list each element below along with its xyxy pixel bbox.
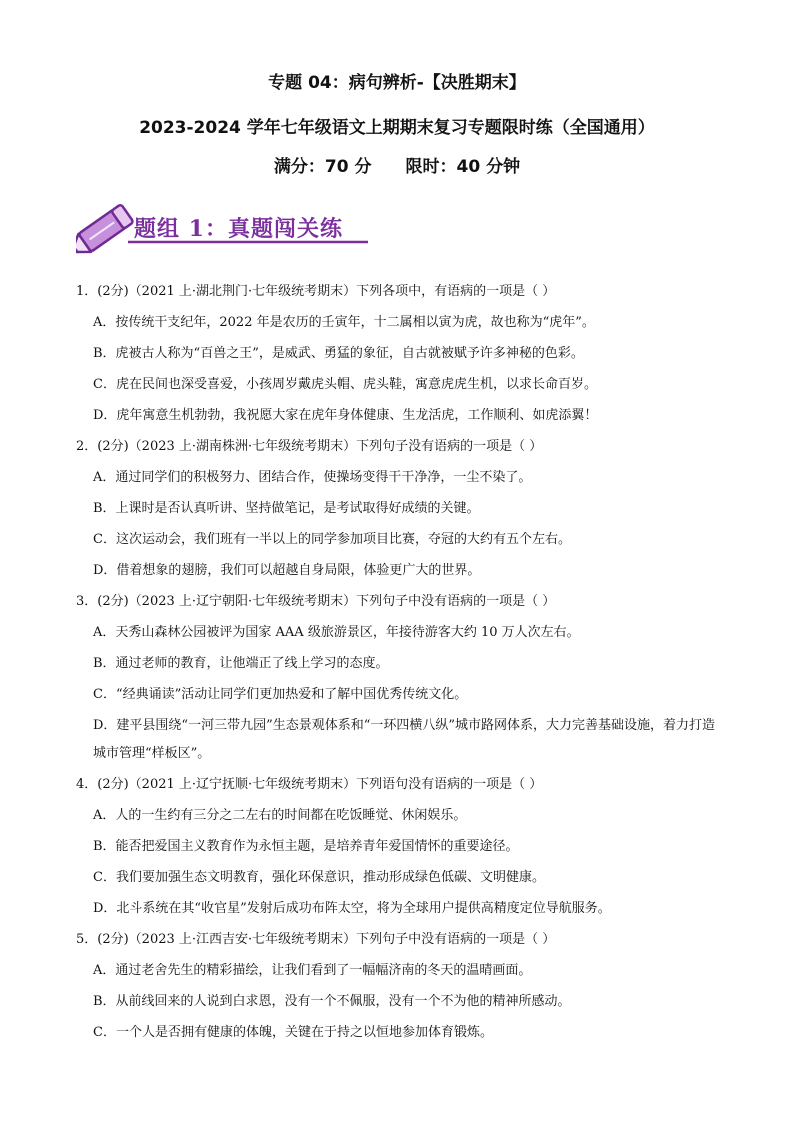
option-a: A．天秀山森林公园被评为国家 AAA 级旅游景区，年接待游客大约 10 万人次左右。 xyxy=(93,625,580,640)
question-stem: 5．(2分)（2023 上·江西吉安·七年级统考期末）下列句子中没有语病的一项是（ ） xyxy=(76,932,556,947)
question-4 xyxy=(76,769,726,924)
option-b: B．能否把爱国主义教育作为永恒主题，是培养青年爱国情怀的重要途径。 xyxy=(93,839,519,854)
document-subtitle: 2023-2024 学年七年级语文上期期末复习专题限时练（全国通用） xyxy=(139,118,655,138)
option-a: A．人的一生约有三分之二左右的时间都在吃饭睡觉、休闲娱乐。 xyxy=(93,808,467,823)
question-1 xyxy=(76,276,726,431)
option-c: C．这次运动会，我们班有一半以上的同学参加项目比赛，夺冠的大约有五个左右。 xyxy=(93,532,571,547)
option-c: C．一个人是否拥有健康的体魄，关键在于持之以恒地参加体育锻炼。 xyxy=(93,1025,493,1040)
option-b: B．从前线回来的人说到白求恩，没有一个不佩服，没有一个不为他的精神所感动。 xyxy=(93,994,571,1009)
option-a: A．通过同学们的积极努力、团结合作，使操场变得干干净净，一尘不染了。 xyxy=(93,470,532,485)
option-c: C．“经典诵读”活动让同学们更加热爱和了解中国优秀传统文化。 xyxy=(93,687,468,702)
option-c: C．我们要加强生态文明教育，强化环保意识，推动形成绿色低碳、文明健康。 xyxy=(93,870,545,885)
option-b: B．通过老师的教育，让他端正了线上学习的态度。 xyxy=(93,656,389,671)
option-d: D．借着想象的翅膀，我们可以超越自身局限，体验更广大的世界。 xyxy=(93,563,481,578)
option-d: D．北斗系统在其“收官星”发射后成功布阵太空，将为全球用户提供高精度定位导航服务。 xyxy=(93,901,611,916)
option-a: A．通过老舍先生的精彩描绘，让我们看到了一幅幅济南的冬天的温晴画面。 xyxy=(93,963,532,978)
question-3 xyxy=(76,586,726,769)
option-b: B．虎被古人称为“百兽之王”，是威武、勇猛的象征，自古就被赋予许多神秘的色彩。 xyxy=(93,346,584,361)
score-time-line xyxy=(0,152,794,177)
option-d: D．建平县围绕“一河三带九园”生态景观体系和“一环四横八纵”城市路网体系，大力完善基础设施，着力打造城市管理“样板区”。 xyxy=(93,718,716,761)
question-stem: 1．(2分)（2021 上·湖北荆门·七年级统考期末）下列各项中，有语病的一项是（ ） xyxy=(76,284,556,299)
option-c: C．虎在民间也深受喜爱，小孩周岁戴虎头帽、虎头鞋，寓意虎虎生机，以求长命百岁。 xyxy=(93,377,597,392)
option-a: A．按传统干支纪年，2022 年是农历的壬寅年，十二属相以寅为虎，故也称为“虎年”。 xyxy=(93,315,595,330)
question-stem: 4．(2分)（2021 上·辽宁抚顺·七年级统考期末）下列语句没有语病的一项是（ ） xyxy=(76,777,543,792)
option-d: D．虎年寓意生机勃勃，我祝愿大家在虎年身体健康、生龙活虎，工作顺利、如虎添翼！ xyxy=(93,408,598,423)
time-label: 限时：40 分钟 xyxy=(405,157,521,177)
question-stem: 2．(2分)（2023 上·湖南株洲·七年级统考期末）下列句子没有语病的一项是（ ） xyxy=(76,439,543,454)
question-2 xyxy=(76,431,726,586)
question-stem: 3．(2分)（2023 上·辽宁朝阳·七年级统考期末）下列句子中没有语病的一项是（ ） xyxy=(76,594,556,609)
question-5 xyxy=(76,924,726,1048)
option-b: B．上课时是否认真听讲、坚持做笔记，是考试取得好成绩的关键。 xyxy=(93,501,480,516)
score-label: 满分：70 分 xyxy=(273,157,372,177)
question-list xyxy=(76,276,726,1048)
section-title: 题组 1：真题闯关练 xyxy=(134,216,343,242)
section-banner xyxy=(76,198,376,260)
document-title: 专题 04：病句辨析-【决胜期末】 xyxy=(268,73,526,93)
